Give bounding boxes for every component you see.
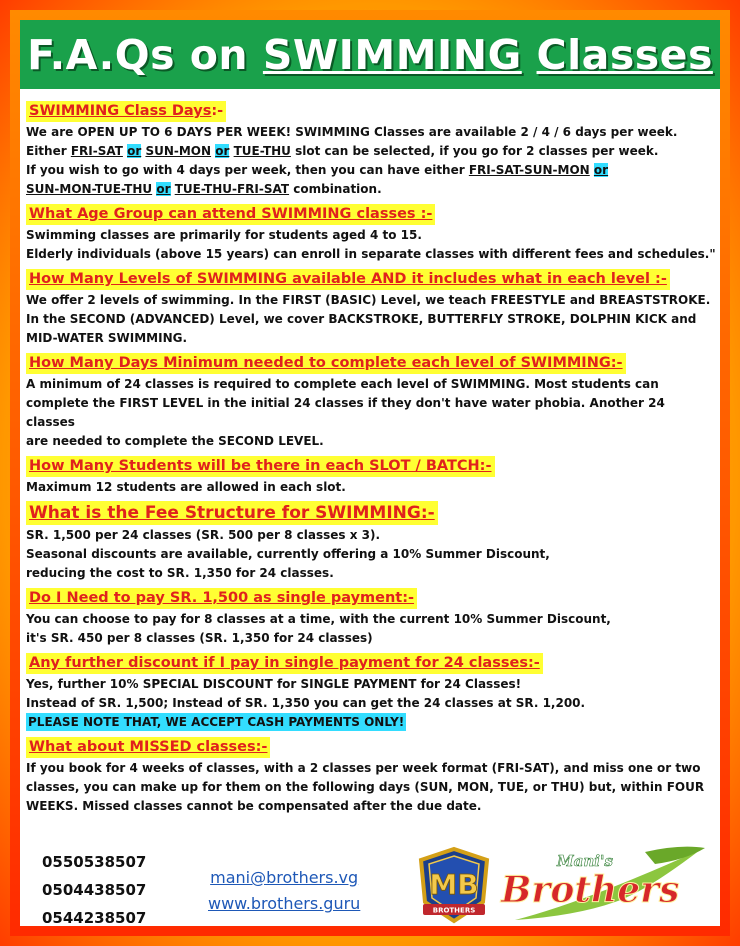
faq-content [26,100,716,820]
faq-class-days [26,100,716,199]
faq-minimum-days [26,352,716,451]
contact-footer [20,832,720,926]
faq-poster [20,20,720,926]
question-heading: How Many Levels of SWIMMING available AND it includes what in each level :- [26,269,670,290]
title-bar [20,20,720,89]
cash-only-note: PLEASE NOTE THAT, WE ACCEPT CASH PAYMENTS ONLY! [28,715,405,729]
answer-text: SR. 1,500 per 24 classes (SR. 500 per 8 classes x 3). Seasonal discounts are available, currently offering a 10% Summer Discount, reducing the cost to SR. 1,350 for 24 classes. [26,528,550,580]
phone-number: 0550538507 [42,853,147,871]
faq-further-discount [26,652,716,732]
faq-single-payment [26,587,716,648]
brothers-brand-logo [495,842,710,926]
answer-text: We are OPEN UP TO 6 DAYS PER WEEK! SWIMMING Classes are available 2 / 4 / 6 days per week. Either FRI-SAT or SUN-MON or TUE-THU slot can be selected, if you go for 2 classes per week. If you wish to go with 4 days per week, then you can have either FRI-SAT-SUN-MON or SUN-MON-TUE-THU or TUE-THU-FRI-SAT combination. [26,125,678,196]
answer-text: We offer 2 levels of swimming. In the FIRST (BASIC) Level, we teach FREESTYLE and BREASTSTROKE. In the SECOND (ADVANCED) Level, we cover BACKSTROKE, BUTTERFLY STROKE, DOLPHIN KICK and MID-WATER SWIMMING. [26,293,711,345]
website-link[interactable]: www.brothers.guru [208,894,361,913]
faq-missed-classes [26,736,716,816]
answer-text: A minimum of 24 classes is required to complete each level of SWIMMING. Most students can complete the FIRST LEVEL in the initial 24 classes if they don't have water phobia. Another 24 classes are needed to complete the SECOND LEVEL. [26,377,665,448]
answer-text: You can choose to pay for 8 classes at a time, with the current 10% Summer Discount, it's SR. 450 per 8 classes (SR. 1,350 for 24 classes) [26,612,611,645]
phone-numbers [42,848,146,926]
contact-links [208,865,360,917]
question-heading: What about MISSED classes:- [26,737,270,758]
question-heading: How Many Days Minimum needed to complete each level of SWIMMING:- [26,353,626,374]
question-heading: How Many Students will be there in each SLOT / BATCH:- [26,456,495,477]
answer-text: If you book for 4 weeks of classes, with a 2 classes per week format (FRI-SAT), and miss one or two classes, you can make up for them on the following days (SUN, MON, TUE, or THU) but, within FOUR WEEKS. Missed classes cannot be compensated after the due date. [26,761,705,813]
mb-badge-logo [415,846,493,924]
brand-big-text: Brothers [501,869,680,911]
badge-text: MB [429,868,479,901]
email-link[interactable]: mani@brothers.vg [210,868,359,887]
title-word-classes: Classes [536,30,713,79]
answer-text: Yes, further 10% SPECIAL DISCOUNT for SINGLE PAYMENT for 24 Classes! Instead of SR. 1,500; Instead of SR. 1,350 you can get the 24 classes at SR. 1,200. PLEASE NOTE THAT, WE ACCEPT CASH PAYMENTS ONLY! [26,677,586,729]
badge-ribbon-text: BROTHERS [432,906,476,915]
question-heading: Any further discount if I pay in single payment for 24 classes:- [26,653,543,674]
faq-students-per-slot [26,455,716,497]
faq-fee-structure [26,501,716,583]
answer-text: Maximum 12 students are allowed in each slot. [26,480,346,494]
phone-number: 0544238507 [42,909,147,926]
question-heading: Do I Need to pay SR. 1,500 as single payment:- [26,588,417,609]
phone-number: 0504438507 [42,881,147,899]
faq-age-group [26,203,716,264]
brand-small-text: Mani's [557,852,613,870]
question-heading: What is the Fee Structure for SWIMMING:- [26,501,438,525]
question-heading: SWIMMING Class Days:- [26,101,226,122]
title-word-swimming: SWIMMING [262,30,522,79]
faq-levels [26,268,716,348]
answer-text: Swimming classes are primarily for students aged 4 to 15. Elderly individuals (above 15 years) can enroll in separate classes with different fees and schedules." [26,228,716,261]
page-title: F.A.Qs on SWIMMING Classes [27,30,713,79]
question-heading: What Age Group can attend SWIMMING classes :- [26,204,435,225]
